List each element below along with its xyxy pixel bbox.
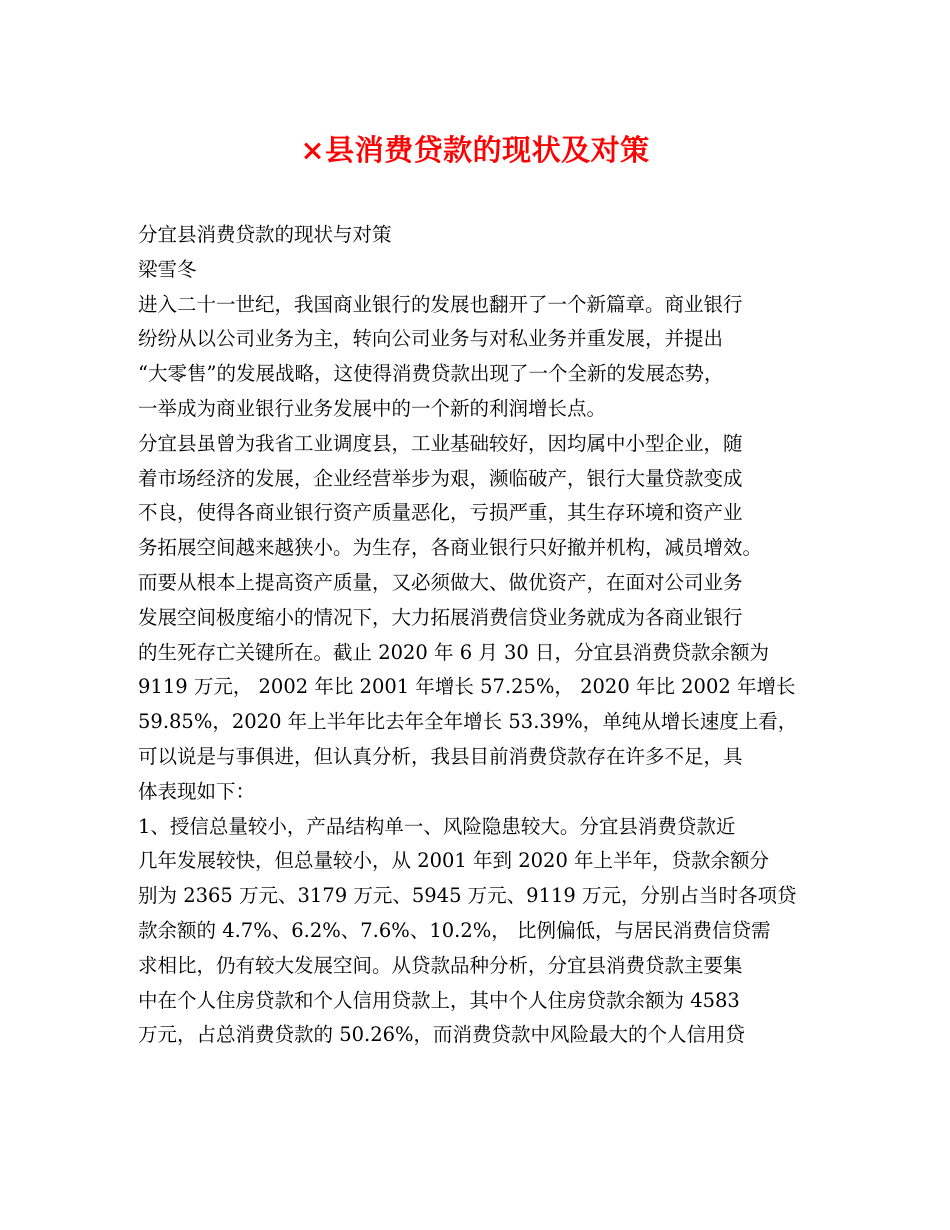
- body-line: 的生死存亡关键所在。截止 2020 年 6 月 30 日，分宜县消费贷款余额为: [138, 640, 770, 664]
- body-line: 发展空间极度缩小的情况下，大力拓展消费信贷业务就成为各商业银行: [138, 605, 743, 629]
- body-line: 而要从根本上提高资产质量，又必须做大、做优资产，在面对公司业务: [138, 570, 743, 594]
- body-line: 中在个人住房贷款和个人信用贷款上，其中个人住房贷款余额为 4583: [138, 988, 740, 1012]
- body-line: 59.85%，2020 年上半年比去年全年增长 53.39%，单纯从增长速度上看，: [138, 710, 798, 734]
- body-line: 梁雪冬: [138, 257, 197, 281]
- body-line: 别为 2365 万元、3179 万元、5945 万元、9119 万元，分别占当时各项贷: [138, 884, 797, 908]
- body-line: 万元，占总消费贷款的 50.26%，而消费贷款中风险最大的个人信用贷: [138, 1023, 746, 1047]
- body-line: 可以说是与事俱进，但认真分析，我县目前消费贷款存在许多不足，具: [138, 744, 743, 768]
- body-line: 9119 万元， 2002 年比 2001 年增长 57.25%， 2020 年比 2002 年增长: [138, 675, 796, 699]
- body-line: 一举成为商业银行业务发展中的一个新的利润增长点。: [138, 396, 607, 420]
- body-line: 分宜县消费贷款的现状与对策: [138, 223, 392, 246]
- body-line: 体表现如下：: [138, 779, 256, 803]
- body-line: 纷纷从以公司业务为主，转向公司业务与对私业务并重发展，并提出: [138, 327, 724, 351]
- body-line: 几年发展较快，但总量较小，从 2001 年到 2020 年上半年，贷款余额分: [138, 849, 770, 873]
- body-line: 务拓展空间越来越狭小。为生存，各商业银行只好撤并机构，减员增效。: [138, 536, 763, 560]
- document-body: [138, 218, 828, 1053]
- body-line: 求相比，仍有较大发展空间。从贷款品种分析，分宜县消费贷款主要集: [138, 953, 743, 977]
- body-line: 1、授信总量较小，产品结构单一、风险隐患较大。分宜县消费贷款近: [138, 814, 736, 838]
- body-line: 着市场经济的发展，企业经营举步为艰，濒临破产，银行大量贷款变成: [138, 466, 743, 490]
- body-line: 款余额的 4.7%、6.2%、7.6%、10.2%， 比例偏低，与居民消费信贷需: [138, 918, 771, 942]
- body-line: “大零售”的发展战略，这使得消费贷款出现了一个全新的发展态势，: [138, 362, 724, 386]
- document-title: ×县消费贷款的现状及对策: [300, 133, 650, 167]
- body-line: 进入二十一世纪，我国商业银行的发展也翻开了一个新篇章。商业银行: [138, 292, 743, 316]
- body-line: 分宜县虽曾为我省工业调度县，工业基础较好，因均属中小型企业，随: [138, 431, 743, 455]
- body-line: 不良，使得各商业银行资产质量恶化，亏损严重，其生存环境和资产业: [138, 501, 743, 525]
